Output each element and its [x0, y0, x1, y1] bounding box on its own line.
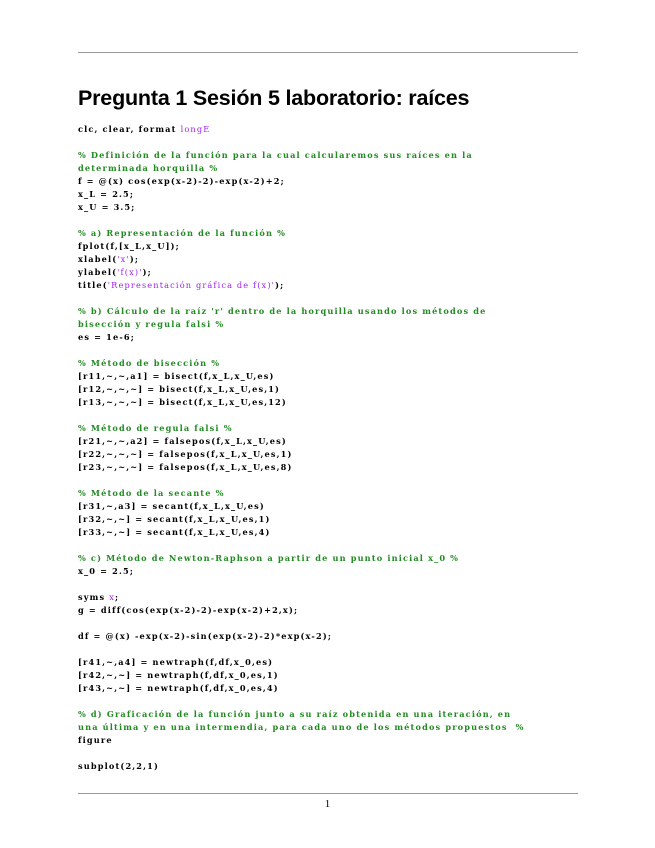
code-blank-line [78, 214, 578, 227]
header-rule [78, 52, 578, 53]
code-text: ); [275, 280, 285, 290]
code-text: subplot(2,2,1) [78, 761, 160, 771]
code-text: syms [78, 592, 110, 602]
code-line [78, 383, 578, 396]
code-line [78, 552, 578, 565]
code-blank-line [78, 474, 578, 487]
code-text: [r11,~,~,a1] = bisect(f,x_L,x_U,es) [78, 371, 275, 381]
code-line [78, 149, 578, 162]
code-comment: % b) Cálculo de la raíz 'r' dentro de la horquilla usando los métodos de [78, 306, 487, 316]
code-comment: % a) Representación de la función % [78, 228, 287, 238]
code-line [78, 357, 578, 370]
code-line [78, 682, 578, 695]
code-line [78, 591, 578, 604]
code-line [78, 331, 578, 344]
code-text: [r31,~,a3] = secant(f,x_L,x_U,es) [78, 501, 265, 511]
code-text: figure [78, 735, 113, 745]
code-comment: % Método de la secante % [78, 488, 225, 498]
code-line [78, 669, 578, 682]
code-line [78, 604, 578, 617]
page-title: Pregunta 1 Sesión 5 laboratorio: raíces [78, 86, 470, 110]
code-string: 'Representación gráfica de f(x)' [107, 280, 276, 290]
code-text: [r43,~,~] = newtraph(f,df,x_0,es,4) [78, 683, 279, 693]
code-line [78, 201, 578, 214]
code-text: es = 1e-6; [78, 332, 135, 342]
code-text: [r33,~,~] = secant(f,x_L,x_U,es,4) [78, 527, 271, 537]
code-line [78, 513, 578, 526]
code-line [78, 318, 578, 331]
code-line [78, 123, 578, 136]
code-line [78, 500, 578, 513]
code-text: ; [115, 592, 120, 602]
code-line [78, 565, 578, 578]
code-text: x_L = 2.5; [78, 189, 135, 199]
code-string: x [109, 592, 116, 602]
code-line [78, 305, 578, 318]
code-text: g = diff(cos(exp(x-2)-2)-exp(x-2)+2,x); [78, 605, 299, 615]
code-line [78, 422, 578, 435]
code-text: [r21,~,~,a2] = falsepos(f,x_L,x_U,es) [78, 436, 287, 446]
code-line [78, 708, 578, 721]
code-text: clc, clear, format [78, 124, 181, 134]
code-line [78, 435, 578, 448]
code-line [78, 734, 578, 747]
code-blank-line [78, 643, 578, 656]
code-blank-line [78, 617, 578, 630]
code-line [78, 721, 578, 734]
code-line [78, 630, 578, 643]
code-string: longE [180, 124, 211, 134]
code-line [78, 370, 578, 383]
code-string: 'x' [117, 254, 130, 264]
code-text: f = @(x) cos(exp(x-2)-2)-exp(x-2)+2; [78, 176, 285, 186]
code-comment: determinada horquilla % [78, 163, 219, 173]
code-line [78, 279, 578, 292]
code-text: [r12,~,~,~] = bisect(f,x_L,x_U,es,1) [78, 384, 281, 394]
code-line [78, 266, 578, 279]
code-text: x_U = 3.5; [78, 202, 136, 212]
page-number: 1 [324, 798, 331, 810]
code-blank-line [78, 695, 578, 708]
code-blank-line [78, 344, 578, 357]
code-text: ); [129, 254, 140, 264]
code-text: [r22,~,~,~] = falsepos(f,x_L,x_U,es,1) [78, 449, 293, 459]
code-text: ylabel( [78, 267, 118, 277]
code-blank-line [78, 747, 578, 760]
code-text: [r42,~,~] = newtraph(f,df,x_0,es,1) [78, 670, 279, 680]
code-comment: % Definición de la función para la cual calcularemos sus raíces en la [78, 150, 473, 160]
code-line [78, 448, 578, 461]
code-blank-line [78, 136, 578, 149]
code-blank-line [78, 409, 578, 422]
code-blank-line [78, 292, 578, 305]
code-line [78, 461, 578, 474]
code-line [78, 760, 578, 773]
code-text: df = @(x) -exp(x-2)-sin(exp(x-2)-2)*exp(x-2); [78, 631, 333, 641]
code-text: title( [78, 280, 108, 290]
code-text: [r13,~,~,~] = bisect(f,x_L,x_U,es,12) [78, 397, 287, 407]
code-text: x_0 = 2.5; [78, 566, 134, 576]
code-line [78, 487, 578, 500]
code-string: 'f(x)' [117, 267, 143, 277]
code-line [78, 253, 578, 266]
code-line [78, 227, 578, 240]
code-line [78, 188, 578, 201]
code-text: [r32,~,~] = secant(f,x_L,x_U,es,1) [78, 514, 271, 524]
footer-rule [78, 793, 578, 794]
code-comment: % c) Método de Newton-Raphson a partir de un punto inicial x_0 % [78, 553, 460, 563]
code-comment: % Método de bisección % [78, 358, 221, 368]
code-text: fplot(f,[x_L,x_U]); [78, 241, 180, 251]
code-comment: % Método de regula falsi % [78, 423, 233, 433]
code-comment: una última y en una intermendia, para cada uno de los métodos propuestos % [78, 722, 525, 732]
code-line [78, 175, 578, 188]
code-text: xlabel( [78, 254, 118, 264]
code-comment: % d) Graficación de la función junto a su raíz obtenida en una iteración, en [78, 709, 512, 719]
code-line [78, 656, 578, 669]
code-text: [r41,~,a4] = newtraph(f,df,x_0,es) [78, 657, 274, 667]
code-line [78, 240, 578, 253]
code-blank-line [78, 578, 578, 591]
code-blank-line [78, 539, 578, 552]
code-line [78, 396, 578, 409]
code-comment: bisección y regula falsi % [78, 319, 225, 329]
code-line [78, 526, 578, 539]
code-text: [r23,~,~,~] = falsepos(f,x_L,x_U,es,8) [78, 462, 293, 472]
code-listing [78, 123, 578, 773]
code-text: ); [142, 267, 152, 277]
code-line [78, 162, 578, 175]
